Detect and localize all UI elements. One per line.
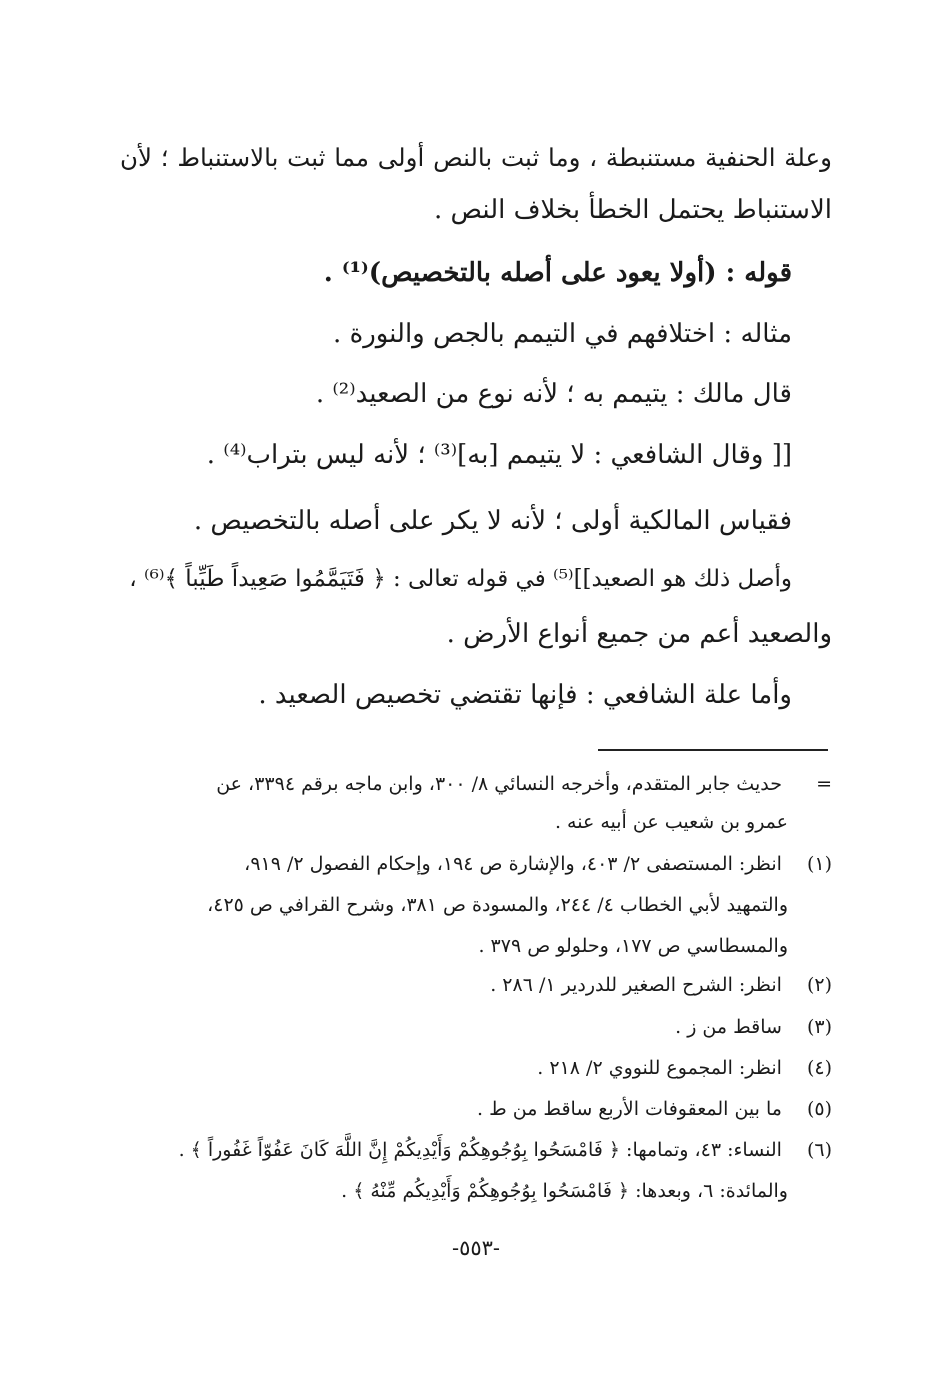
page-number: -٥٥٣- bbox=[451, 1236, 501, 1260]
body-line-9: والصعيد أعم من جميع أنواع الأرض . bbox=[446, 619, 832, 649]
body-line-1: وعلة الحنفية مستنبطة ، وما ثبت بالنص أولى مما ثبت بالاستنباط ؛ لأن bbox=[120, 143, 832, 172]
footnote-6-line-2: والمائدة: ٦، وبعدها: ﴿ فَامْسَحُوا بِوُجُوهِكُمْ وَأَيْدِيكُم مِّنْهُ ﴾ . bbox=[341, 1180, 788, 1202]
continuation-marker: = bbox=[816, 773, 832, 795]
footnote-5: (٥) ما بين المعقوفات الأربع ساقط من ط . bbox=[120, 1095, 832, 1123]
footnote-1-line-3: والمسطاسي ص ١٧٧، وحلولو ص ٣٧٩ . bbox=[478, 935, 788, 957]
body-line-10: وأما علة الشافعي : فإنها تقتضي تخصيص الصعيد . bbox=[258, 680, 792, 710]
footnote-4: (٤) انظر: المجموع للنووي ٢/ ٢١٨ . bbox=[120, 1054, 832, 1082]
body-line-8: وأصل ذلك هو الصعيد]]⁽⁵⁾ في قوله تعالى : ﴿ فَتَيَمَّمُوا صَعِيداً طَيِّباً ﴾⁽⁶⁾ ، bbox=[129, 566, 792, 592]
footnote-number: (٣) bbox=[806, 1016, 832, 1038]
body-line-5: قال مالك : يتيمم به ؛ لأنه نوع من الصعيد⁽²⁾ . bbox=[315, 379, 792, 409]
footnote-1-line-1: (١) انظر: المستصفى ٢/ ٤٠٣، والإشارة ص ١٩٤، وإحكام الفصول ٢/ ٩١٩، bbox=[120, 850, 832, 878]
body-line-6: [[ وقال الشافعي : لا يتيمم [به]⁽³⁾ ؛ لأنه ليس بتراب⁽⁴⁾ . bbox=[206, 440, 792, 470]
footnote-6-line-1: (٦) النساء: ٤٣، وتمامها: ﴿ فَامْسَحُوا بِوُجُوهِكُمْ وَأَيْدِيكُمْ إِنَّ اللَّهَ كَانَ عَفُوّاً غَفُوراً ﴾ . bbox=[120, 1136, 832, 1164]
footnote-number: (٢) bbox=[806, 974, 832, 996]
body-line-2: الاستنباط يحتمل الخطأ بخلاف النص . bbox=[433, 195, 832, 225]
footnote-2: (٢) انظر: الشرح الصغير للدردير ١/ ٢٨٦ . bbox=[120, 971, 832, 999]
body-line-7: فقياس المالكية أولى ؛ لأنه لا يكر على أصله بالتخصيص . bbox=[193, 506, 792, 536]
body-line-4: مثاله : اختلافهم في التيمم بالجص والنورة . bbox=[333, 319, 792, 349]
footnote-3: (٣) ساقط من ز . bbox=[120, 1013, 832, 1041]
footnote-continuation-line-2: عمرو بن شعيب عن أبيه عنه . bbox=[554, 811, 788, 833]
footnote-separator bbox=[598, 749, 828, 751]
footnote-number: (٥) bbox=[806, 1098, 832, 1120]
footnote-number: (٤) bbox=[806, 1057, 832, 1079]
footnote-number: (١) bbox=[806, 853, 832, 875]
footnote-continuation-line-1: = حديث جابر المتقدم، وأخرجه النسائي ٨/ ٣٠٠، وابن ماجه برقم ٣٣٩٤، عن bbox=[120, 770, 832, 798]
footnote-1-line-2: والتمهيد لأبي الخطاب ٤/ ٢٤٤، والمسودة ص ٣٨١، وشرح القرافي ص ٤٢٥، bbox=[207, 894, 788, 916]
footnote-number: (٦) bbox=[806, 1139, 832, 1161]
quoted-heading: قوله : (أولا يعود على أصله بالتخصيص)⁽¹⁾ . bbox=[323, 258, 792, 288]
